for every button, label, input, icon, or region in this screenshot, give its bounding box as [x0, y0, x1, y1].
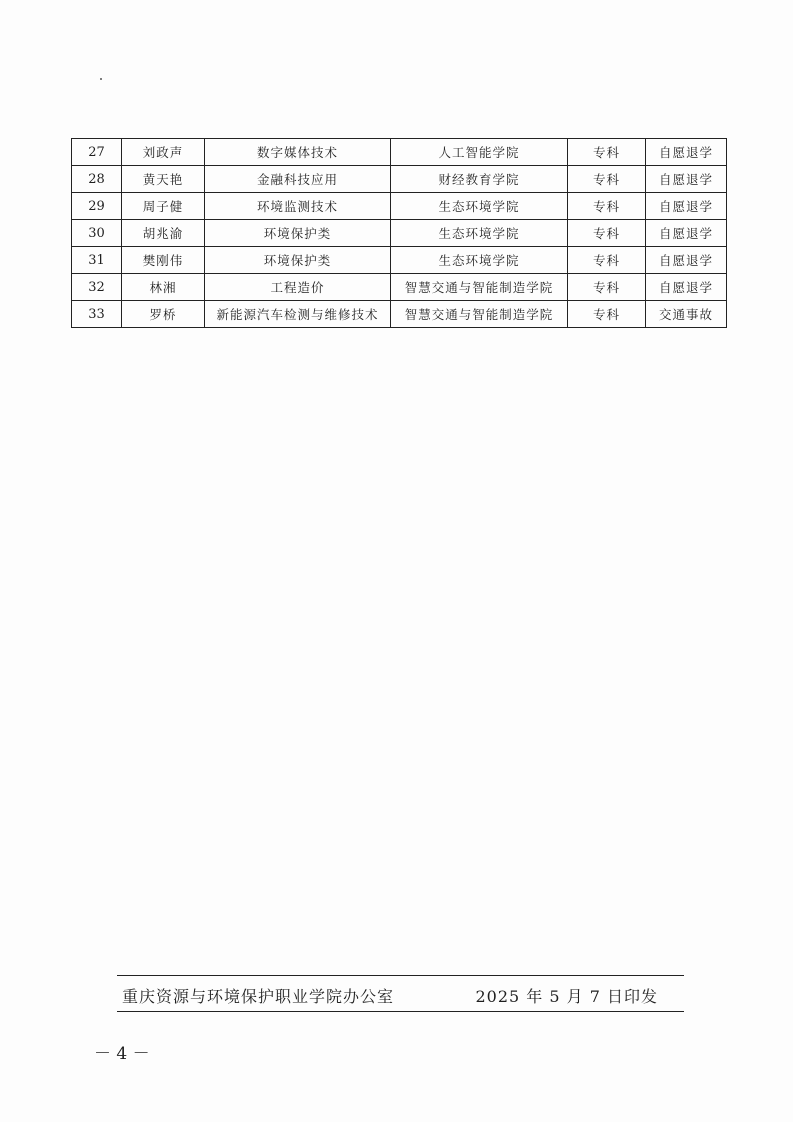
- major-cell: 数字媒体技术: [205, 139, 391, 166]
- row-number-cell: 33: [72, 301, 122, 328]
- page-number: － 4 －: [94, 1044, 150, 1064]
- withdrawal-reason-cell: 自愿退学: [646, 247, 727, 274]
- major-cell: 环境监测技术: [205, 193, 391, 220]
- major-cell: 新能源汽车检测与维修技术: [205, 301, 391, 328]
- table-row: [72, 139, 727, 166]
- table-row: [72, 301, 727, 328]
- major-cell: 环境保护类: [205, 247, 391, 274]
- college-cell: 财经教育学院: [391, 166, 568, 193]
- issue-date: 2025 年 5 月 7 日印发: [475, 987, 658, 1006]
- student-name-cell: 林湘: [122, 274, 205, 301]
- college-cell: 生态环境学院: [391, 193, 568, 220]
- education-level-cell: 专科: [568, 220, 646, 247]
- withdrawal-reason-cell: 自愿退学: [646, 274, 727, 301]
- student-name-cell: 罗桥: [122, 301, 205, 328]
- table-row: [72, 274, 727, 301]
- withdrawal-reason-cell: 自愿退学: [646, 193, 727, 220]
- student-name-cell: 刘政声: [122, 139, 205, 166]
- footer-bottom-rule: [117, 1011, 684, 1012]
- education-level-cell: 专科: [568, 247, 646, 274]
- withdrawal-table: [71, 138, 727, 328]
- major-cell: 环境保护类: [205, 220, 391, 247]
- education-level-cell: 专科: [568, 139, 646, 166]
- row-number-cell: 30: [72, 220, 122, 247]
- student-name-cell: 周子健: [122, 193, 205, 220]
- footer-top-rule: [117, 975, 684, 976]
- table-row: [72, 247, 727, 274]
- education-level-cell: 专科: [568, 274, 646, 301]
- row-number-cell: 32: [72, 274, 122, 301]
- college-cell: 生态环境学院: [391, 220, 568, 247]
- row-number-cell: 31: [72, 247, 122, 274]
- withdrawal-reason-cell: 自愿退学: [646, 139, 727, 166]
- student-name-cell: 樊刚伟: [122, 247, 205, 274]
- row-number-cell: 27: [72, 139, 122, 166]
- table-row: [72, 220, 727, 247]
- college-cell: 智慧交通与智能制造学院: [391, 301, 568, 328]
- table-row: [72, 193, 727, 220]
- education-level-cell: 专科: [568, 301, 646, 328]
- row-number-cell: 28: [72, 166, 122, 193]
- table-row: [72, 166, 727, 193]
- education-level-cell: 专科: [568, 193, 646, 220]
- education-level-cell: 专科: [568, 166, 646, 193]
- withdrawal-reason-cell: 交通事故: [646, 301, 727, 328]
- college-cell: 人工智能学院: [391, 139, 568, 166]
- row-number-cell: 29: [72, 193, 122, 220]
- withdrawal-reason-cell: 自愿退学: [646, 166, 727, 193]
- college-cell: 智慧交通与智能制造学院: [391, 274, 568, 301]
- major-cell: 工程造价: [205, 274, 391, 301]
- student-name-cell: 胡兆渝: [122, 220, 205, 247]
- major-cell: 金融科技应用: [205, 166, 391, 193]
- issuing-office: 重庆资源与环境保护职业学院办公室: [122, 987, 395, 1006]
- scan-speck: [100, 78, 102, 80]
- student-name-cell: 黄天艳: [122, 166, 205, 193]
- college-cell: 生态环境学院: [391, 247, 568, 274]
- table-body: [72, 139, 727, 328]
- withdrawal-reason-cell: 自愿退学: [646, 220, 727, 247]
